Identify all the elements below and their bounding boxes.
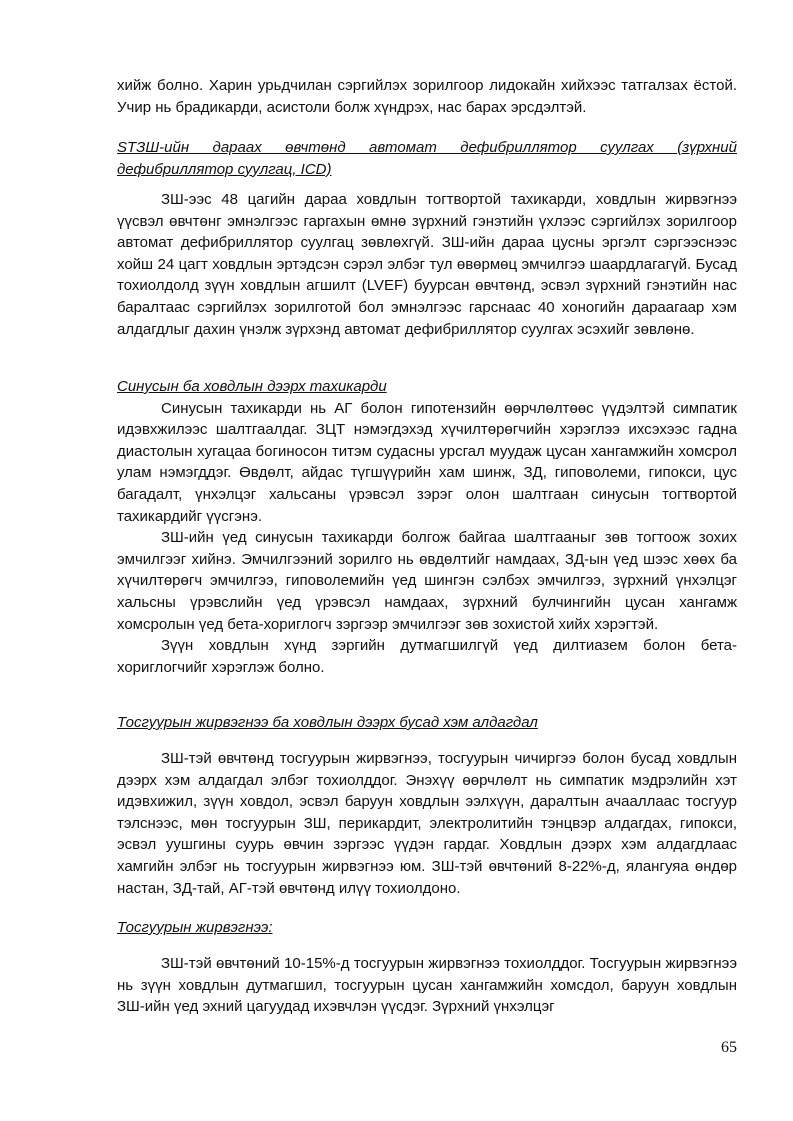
- paragraph-continuation: [117, 75, 737, 118]
- paragraph: ЗШ-тэй өвчтөнд тосгуурын жирвэгнээ, тосгуурын чичиргээ болон бусад ховдлын дээрх хэм алдагдал элбэг тохиолддог. Энэхүү өөрчлөлт нь симпатик мэдрэлийн хэт идэвхижил, зүүн ховдол, эсвэл баруун ховдлын ээлхүүн, даралтын ачааллаас тосгуур тэлснээс, мөн тосгуурын ЗШ, перикардит, электролитийн тэнцвэр алдагдах, гипокси, эсвэл уушгины суурь өвчин зэргээс үүдэн гардаг. Ховдлын дээрх хэм алдагдлаас хамгийн элбэг нь тосгуурын жирвэгнээ юм. ЗШ-тэй өвчтөний 8-22%-д, ялангуяа өндөр настан, ЗД-тай, АГ-тэй өвчтөнд илүү тохиолдоно.: [117, 750, 737, 897]
- paragraph: ЗШ-тэй өвчтөний 10-15%-д тосгуурын жирвэгнээ тохиолддог. Тосгуурын жирвэгнээ нь зүүн ховдлын дутмагшил, тосгуурын цусан хангамжийн хомсдол, баруун ховдлын ЗШ-ийн үед эхний цагуудад ихэвчлэн үүсдэг. Зүрхний үнхэлцэг: [117, 955, 737, 1016]
- section-heading: Синусын ба ховдлын дээрх тахикарди: [117, 378, 387, 395]
- page-number: 65: [721, 1039, 737, 1056]
- paragraph-atrial-fibrillation: [117, 953, 737, 1018]
- paragraph: ЗШ-ийн үед синусын тахикарди болгож байгаа шалтгааныг зөв тогтоож зохих эмчилгээг хийнэ. Эмчилгээний зорилго нь өвдөлтийг намдаах, ЗД-ын үед шээс хөөх ба хүчилтөрөгч эмчилгээ, гиповолемийн үед шингэн сэлбэх эмчилгээ, зүрхний үнхэлцэг хальсны үрэвслийн үед үрэвсэл намдаах, зүрхний булчингийн цусан хангамж хомсролын үед бета-хориглогч зэргээр эмчилгээг зөв зохистой хийх хэрэгтэй.: [117, 529, 737, 633]
- paragraph-icd: [117, 189, 737, 340]
- section-icd: [117, 137, 737, 180]
- paragraph: Зүүн ховдлын хүнд зэргийн дутмагшилгүй үед дилтиазем болон бета-хориглогчийг хэрэглэж болно.: [117, 637, 737, 676]
- section-heading: Тосгуурын жирвэгнээ:: [117, 919, 273, 936]
- section-atrial-fibrillation: [117, 917, 737, 939]
- paragraph: Синусын тахикарди нь АГ болон гипотензийн өөрчлөлтөөс үүдэлтэй симпатик идэвхжилээс шалтгаалдаг. ЗЦТ нэмэгдэхэд хүчилтөрөгчийн хэрэглээ ихсэхээс гадна диастолын хугацаа богиносон титэм судасны урсгал муудаж цусан хангамжийн хомсрол улам нэмэгддэг. Өвдөлт, айдас түгшүүрийн хам шинж, ЗД, гиповолеми, гипокси, цус багадалт, үнхэлцэг хальсаны үрэвсэл зэрэг олон шалтгаан синусын тогтвортой тахикардийг үүсгэнэ.: [117, 399, 737, 525]
- paragraph-atrial-arrhythmia: [117, 748, 737, 899]
- section-heading: Тосгуурын жирвэгнээ ба ховдлын дээрх бусад хэм алдагдал: [117, 714, 538, 731]
- section-sinus: [117, 376, 737, 678]
- paragraph: хийж болно. Харин урьдчилан сэргийлэх зорилгоор лидокайн хийхээс татгалзах ёстой. Учир нь брадикарди, асистоли болж хүндрэх, нас барах эрсдэлтэй.: [117, 77, 737, 116]
- section-heading: STЗШ-ийн дараах өвчтөнд автомат дефибриллятор суулгах (зүрхний дефибриллятор суулгац, ICD): [117, 139, 737, 178]
- paragraph: ЗШ-ээс 48 цагийн дараа ховдлын тогтвортой тахикарди, ховдлын жирвэгнээ үүсвэл өвчтөнг эмнэлгээс гаргахын өмнө зүрхний гэнэтийн үхлээс сэргийлэх зорилгоор автомат дефибриллятор суулгац зөвлөхгүй. ЗШ-ийн дараа цусны эргэлт сэргээснээс хойш 24 цагт ховдлын эртэдсэн сэрэл элбэг тул өвөрмөц эмчилгээ шаардлагагүй. Бусад тохиолдолд зүүн ховдлын агшилт (LVEF) буурсан өвчтөнд, эсвэл зүрхний гэнэтийн нас баралтаас сэргийлэх зорилготой бол эмнэлгээс гарснаас 40 хоногийн дараагаар хэм алдагдлыг дахин үнэлж зүрхэнд автомат дефибриллятор суулгах эсэхийг зөвлөнө.: [117, 191, 737, 338]
- section-atrial-arrhythmia: [117, 712, 737, 734]
